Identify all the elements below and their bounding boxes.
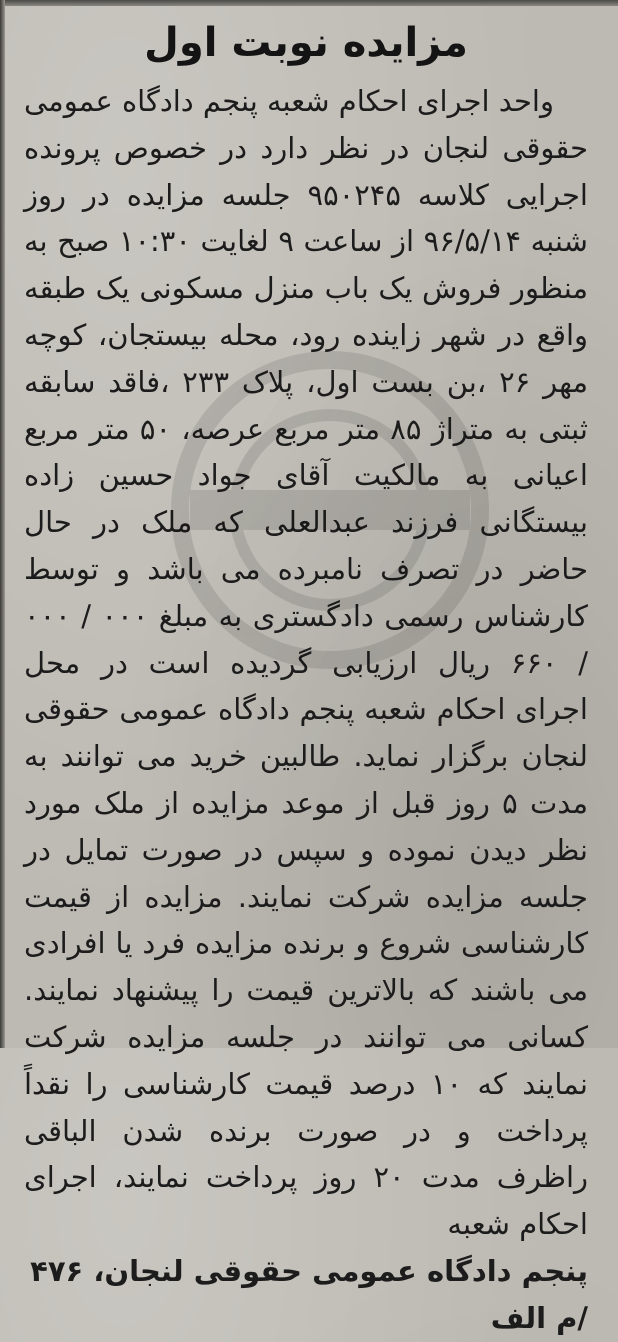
notice-signature: پنجم دادگاه عمومی حقوقی لنجان، ۴۷۶ /م الف (30, 1253, 588, 1335)
notice-body (24, 78, 588, 1248)
notice-title: مزایده نوبت اول (144, 20, 468, 66)
top-fold-edge (0, 0, 618, 6)
notice-body-text: واحد اجرای احکام شعبه پنجم دادگاه عمومی حقوقی لنجان در نظر دارد در خصوص پرونده اجرایی کلاسه ۹۵۰۲۴۵ جلسه مزایده در روز شنبه ۹۶/۵/۱۴ از ساعت ۹ لغایت ۱۰:۳۰ صبح به منظور فروش یک باب منزل مسکونی یک طبقه واقع در شهر زاینده رود، محله بیستجان، کوچه مهر ۲۶ ،بن بست اول، پلاک ۲۳۳ ،فاقد سابقه ثبتی به متراژ ۸۵ متر مربع عرصه، ۵۰ متر مربع اعیانی به مالکیت آقای جواد حسین زاده بیستگانی فرزند عبدالعلی که ملک در حال حاضر در تصرف نامبرده می باشد و توسط کارشناس رسمی دادگستری به مبلغ ۰۰۰ / ۰۰۰ / ۶۶۰ ریال ارزیابی گردیده است در محل اجرای احکام شعبه پنجم دادگاه عمومی حقوقی لنجان برگزار نماید. طالبین خرید می توانند به مدت ۵ روز قبل از موعد مزایده از ملک مورد نظر دیدن نموده و سپس در صورت تمایل در جلسه مزایده شرکت نمایند. مزایده از قیمت کارشناسی شروع و برنده مزایده فرد یا افرادی می باشند که بالاترین قیمت را پیشنهاد نمایند. کسانی می توانند در جلسه مزایده شرکت نمایند که ۱۰ درصد قیمت کارشناسی را نقداً پرداخت و در صورت برنده شدن الباقی راظرف مدت ۲۰ روز پرداخت نمایند، اجرای احکام شعبه (24, 84, 589, 1242)
left-fold-edge (0, 0, 5, 1048)
